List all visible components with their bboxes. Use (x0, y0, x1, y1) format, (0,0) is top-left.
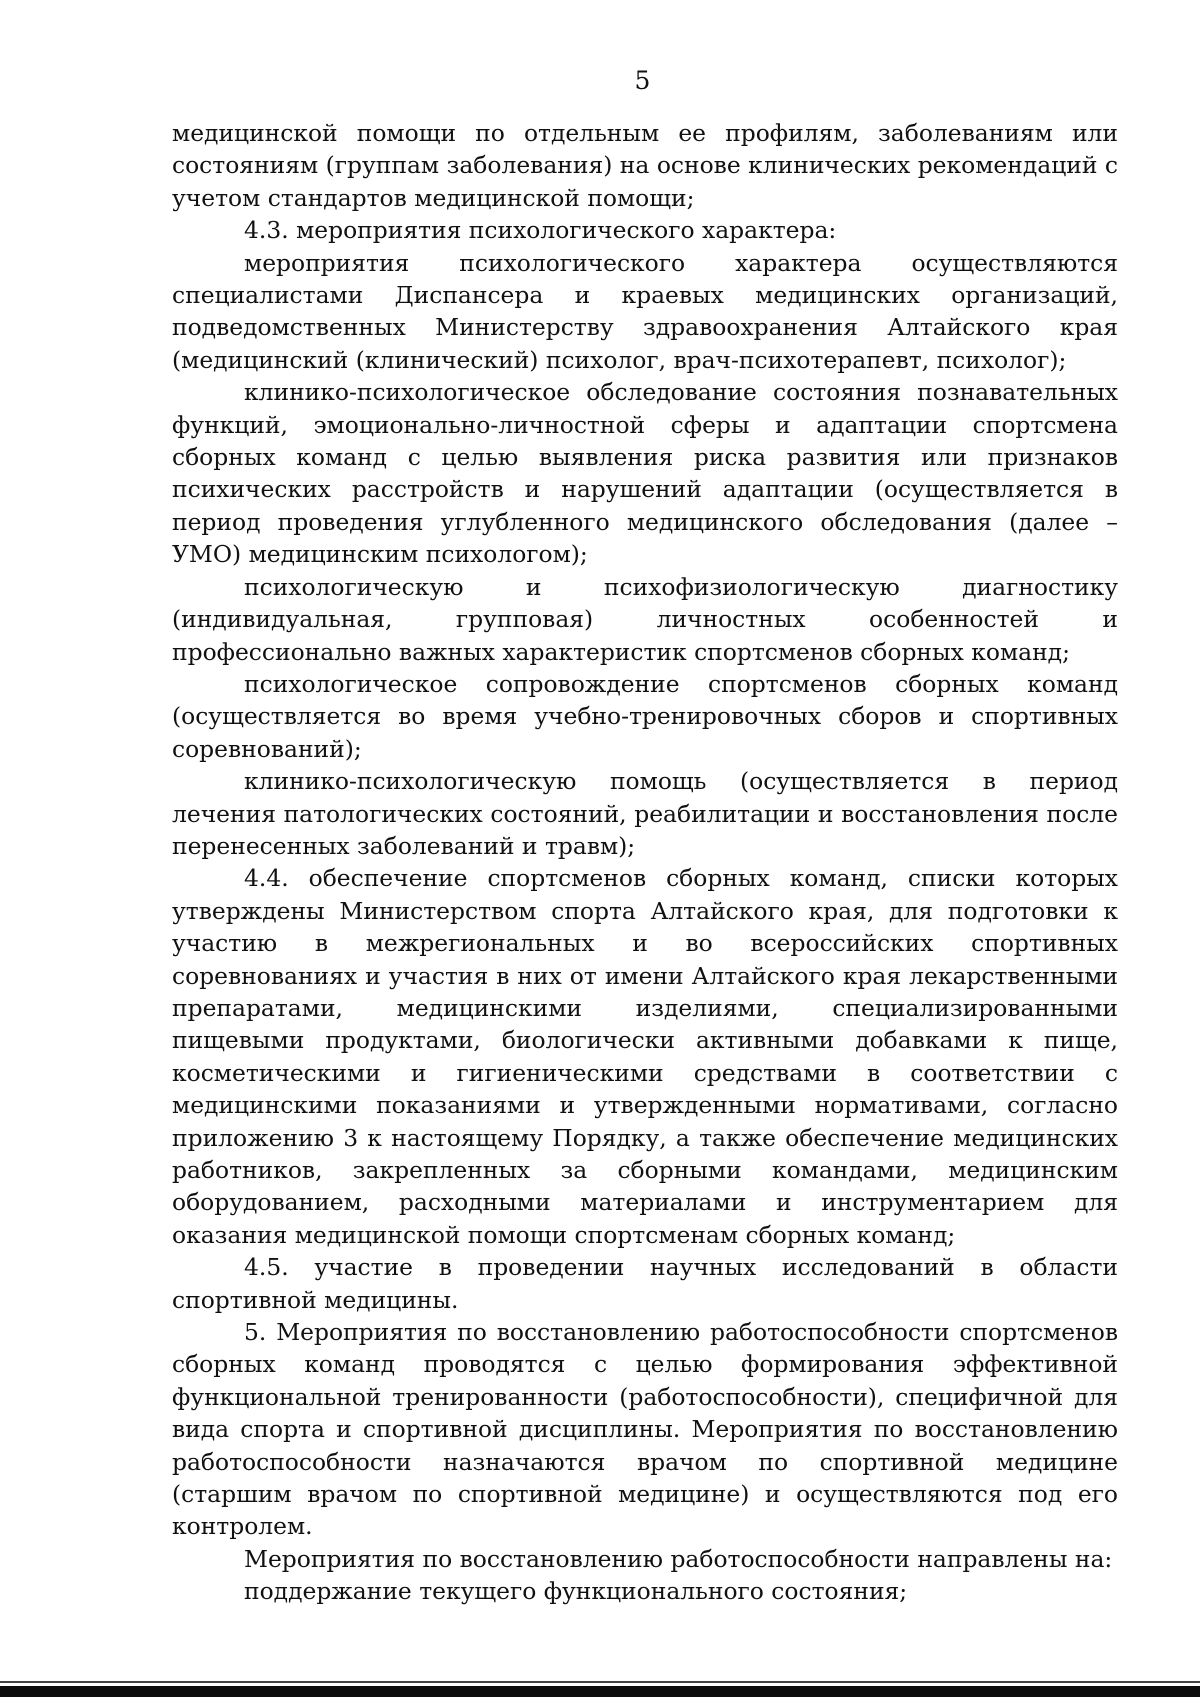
paragraph-clinical-psych-exam: клинико-психологическое обследование состояния познавательных функций, эмоционально-личностной сферы и адаптации спортсмена сборных команд с целью выявления риска развития или признаков психических расстройств и нарушений адаптации (осуществляется в период проведения углубленного медицинского обследования (далее – УМО) медицинским психологом); (172, 378, 1118, 569)
paragraph-maintain-state: поддержание текущего функционального состояния; (244, 1577, 908, 1606)
page-number: 5 (634, 66, 651, 95)
scan-edge-line (0, 1681, 1200, 1683)
paragraph-psych-diagnostics: психологическую и психофизиологическую диагностику (индивидуальная, групповая) личностных особенностей и профессионально важных характеристик спортсменов сборных команд; (172, 572, 1118, 666)
paragraph-psych-specialists: мероприятия психологического характера осуществляются специалистами Диспансера и краевых медицинских организаций, подведомственных Министерству здравоохранения Алтайского края (медицинский (клинический) психолог, врач-психотерапевт, психолог); (172, 248, 1118, 374)
scan-bottom-border (0, 1686, 1200, 1697)
paragraph-section-5: 5. Мероприятия по восстановлению работоспособности спортсменов сборных команд проводятся с целью формирования эффективной функциональной тренированности (работоспособности), специфичной для вида спорта и спортивной дисциплины. Мероприятия по восстановлению работоспособности назначаются врачом по спортивной медицине (старшим врачом по спортивной медицине) и осуществляются под его контролем. (172, 1318, 1118, 1541)
paragraph-section-4-5: 4.5. участие в проведении научных исследований в области спортивной медицины. (172, 1253, 1118, 1314)
paragraph-recovery-aims: Мероприятия по восстановлению работоспособности направлены на: (244, 1544, 1113, 1573)
paragraph-clinical-psych-help: клинико-психологическую помощь (осуществляется в период лечения патологических состояний, реабилитации и восстановления после перенесенных заболеваний и травм); (172, 767, 1118, 860)
paragraph-section-4-4: 4.4. обеспечение спортсменов сборных команд, списки которых утверждены Министерством спорта Алтайского края, для подготовки к участию в межрегиональных и во всероссийских спортивных соревнованиях и участия в них от имени Алтайского края лекарственными препаратами, медицинскими изделиями, специализированными пищевыми продуктами, биологически активными добавками к пище, косметическими и гигиеническими средствами в соответствии с медицинскими показаниями и утвержденными нормативами, согласно приложению 3 к настоящему Порядку, а также обеспечение медицинских работников, закрепленных за сборными командами, медицинским оборудованием, расходными материалами и инструментарием для оказания медицинской помощи спортсменам сборных команд; (172, 864, 1118, 1249)
paragraph-psych-support: психологическое сопровождение спортсменов сборных команд (осуществляется во время учебно-тренировочных сборов и спортивных соревнований); (172, 669, 1118, 763)
paragraph-continuation: медицинской помощи по отдельным ее профилям, заболеваниям или состояниям (группам заболевания) на основе клинических рекомендаций с учетом стандартов медицинской помощи; (172, 119, 1118, 212)
document-body (172, 117, 1118, 1608)
paragraph-section-4-3: 4.3. мероприятия психологического характера: (244, 216, 837, 245)
